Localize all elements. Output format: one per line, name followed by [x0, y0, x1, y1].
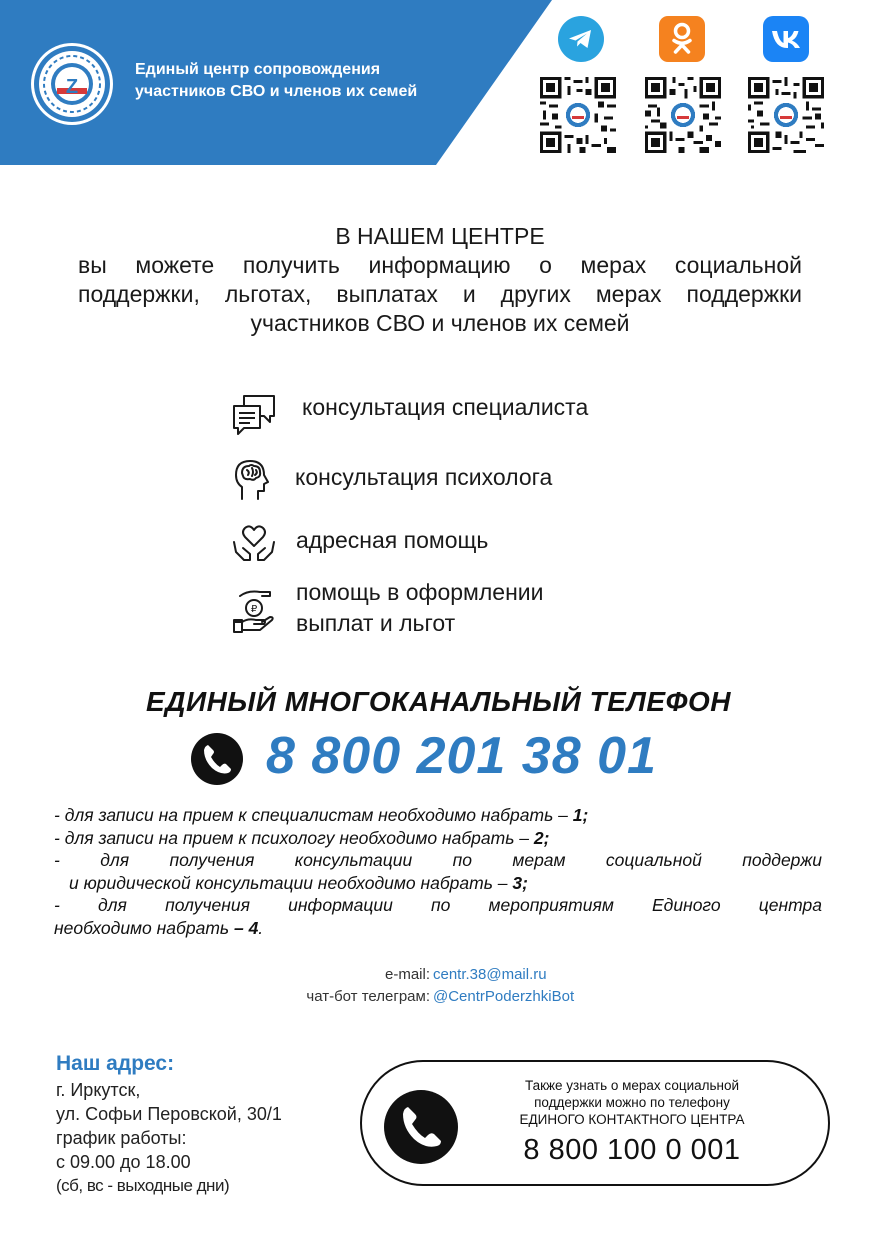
instruction-item-cont: и юридической консультации необходимо набрать – 3;	[69, 872, 528, 893]
intro-heading: В НАШЕМ ЦЕНТРЕ	[335, 223, 545, 249]
intro-text	[78, 222, 802, 338]
contacts-block	[0, 964, 877, 1008]
org-name-line2: участников СВО и членов их семей	[135, 83, 418, 100]
email-link[interactable]: centr.38@mail.ru	[433, 966, 547, 983]
chatbot-label: чат-бот телеграм:	[306, 988, 430, 1005]
intro-line: поддержки, льготах, выплатах и других мерах поддержки	[78, 281, 802, 307]
center-logo	[30, 42, 114, 126]
address-city: г. Иркутск,	[56, 1080, 141, 1100]
intro-line: участников СВО и членов их семей	[250, 310, 630, 336]
intro-line: вы можете получить информацию о мерах социальной	[78, 252, 802, 278]
vkontakte-qr-code[interactable]	[748, 77, 824, 153]
hands-heart-icon	[230, 518, 278, 566]
phone-icon	[191, 733, 243, 785]
instruction-item-cont: необходимо набрать – 4.	[54, 917, 264, 938]
vkontakte-icon[interactable]	[763, 16, 809, 62]
instruction-item: - для записи на прием к психологу необходимо набрать – 2;	[54, 827, 550, 848]
contact-center-number[interactable]: 8 800 100 0 001	[523, 1134, 741, 1166]
address-title: Наш адрес:	[56, 1052, 175, 1075]
svg-text:Z: Z	[65, 76, 79, 98]
address-street: ул. Софьи Перовской, 30/1	[56, 1104, 282, 1124]
email-row	[0, 964, 877, 986]
org-name-line1: Единый центр сопровождения	[135, 61, 381, 78]
service-targeted-help: адресная помощь	[296, 527, 489, 553]
dialing-instructions	[54, 804, 822, 939]
hotline-number[interactable]: 8 800 201 38 01	[266, 727, 657, 785]
contact-center-text: Также узнать о мерах социальной поддержки можно по телефону ЕДИНОГО КОНТАКТНОГО ЦЕНТРА	[519, 1078, 745, 1127]
instruction-item: - для записи на прием к специалистам необходимо набрать – 1;	[54, 805, 589, 825]
schedule-label: график работы:	[56, 1128, 187, 1148]
days-off: (сб, вс - выходные дни)	[56, 1176, 230, 1195]
hand-coin-icon	[230, 586, 278, 634]
service-payments-help: помощь в оформлении выплат и льгот	[296, 579, 544, 636]
telegram-icon[interactable]	[558, 16, 604, 62]
service-specialist: консультация специалиста	[302, 394, 589, 420]
address-block	[56, 1078, 282, 1198]
odnoklassniki-icon[interactable]	[659, 16, 705, 62]
instruction-item: - для получения информации по мероприятиям Единого центра	[54, 895, 822, 915]
head-brain-icon	[230, 455, 278, 503]
chatbot-row	[0, 986, 877, 1008]
email-label: e-mail:	[384, 966, 430, 983]
chatbot-link[interactable]: @CentrPoderzhkiBot	[433, 988, 575, 1005]
phone-heading: ЕДИНЫЙ МНОГОКАНАЛЬНЫЙ ТЕЛЕФОН	[146, 686, 731, 717]
organization-name	[135, 59, 465, 103]
svg-text:₽: ₽	[250, 604, 258, 615]
instruction-item: - для получения консультации по мерам социальной поддержи	[54, 850, 822, 870]
phone-icon	[384, 1090, 458, 1164]
working-hours: с 09.00 до 18.00	[56, 1152, 191, 1172]
chat-bubbles-icon	[230, 390, 278, 438]
telegram-qr-code[interactable]	[540, 77, 616, 153]
odnoklassniki-qr-code[interactable]	[645, 77, 721, 153]
service-psychologist: консультация психолога	[295, 464, 553, 490]
